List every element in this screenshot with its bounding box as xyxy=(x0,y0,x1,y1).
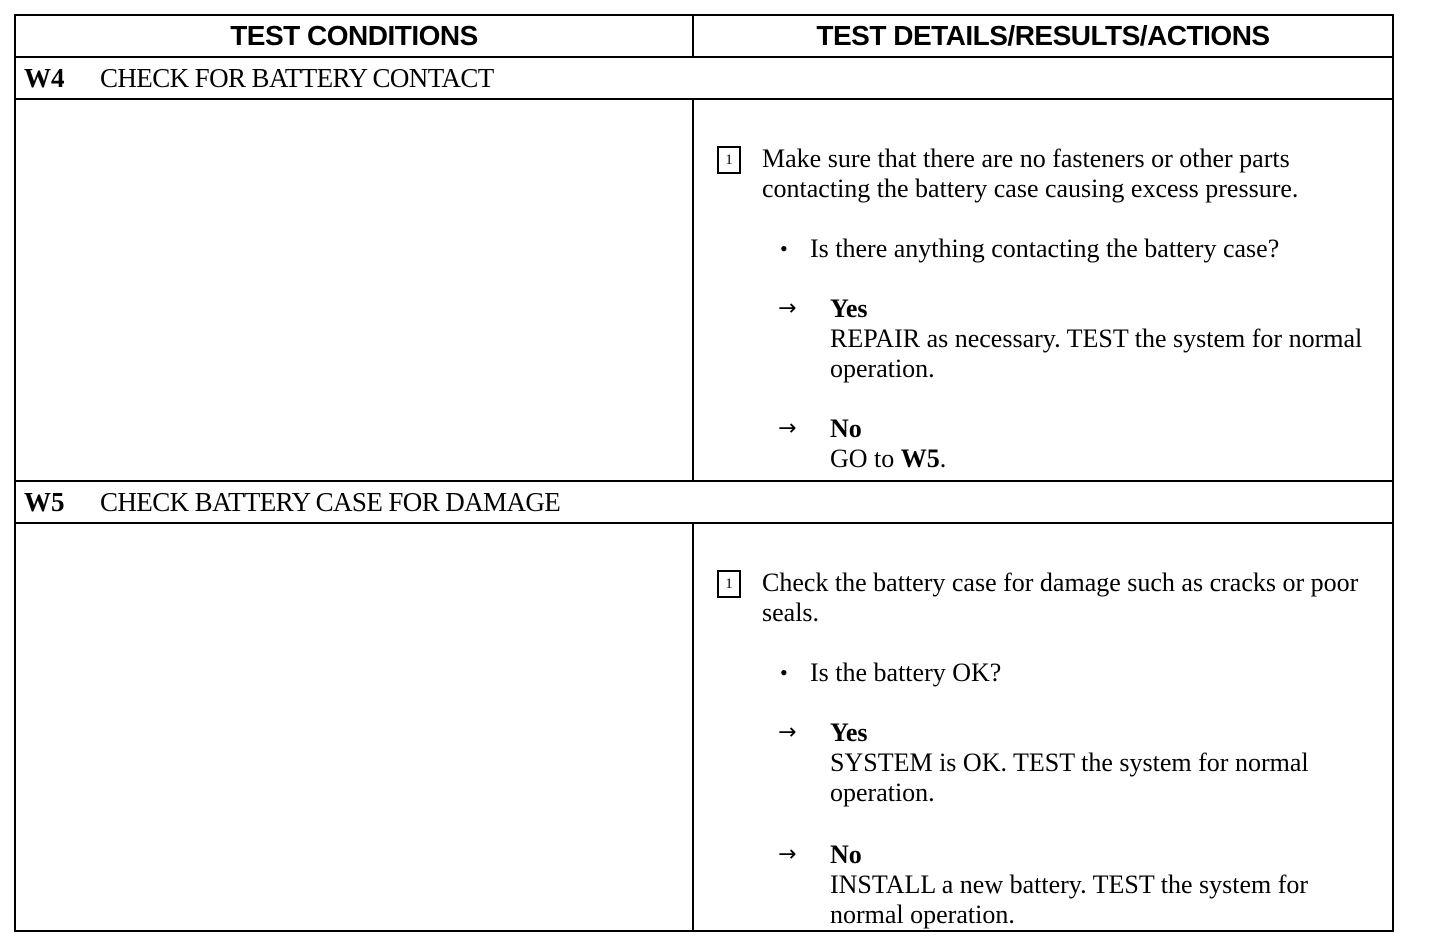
step-number-box: 1 xyxy=(717,570,741,598)
answer-action-no: INSTALL a new battery. TEST the system for normal operation. xyxy=(830,870,1309,929)
bullet-icon: • xyxy=(780,236,788,261)
column-header-test-details: TEST DETAILS/RESULTS/ACTIONS xyxy=(816,20,1270,51)
answer-action-suffix: . xyxy=(939,444,947,473)
arrow-right-icon: → xyxy=(778,720,797,745)
section-title: CHECK BATTERY CASE FOR DAMAGE xyxy=(100,487,561,517)
step-instruction: Make sure that there are no fasteners or other parts contacting the battery case causing excess pressure. xyxy=(762,144,1299,203)
answer-action-yes: REPAIR as necessary. TEST the system for normal operation. xyxy=(830,324,1363,383)
answer-action-yes: SYSTEM is OK. TEST the system for normal operation. xyxy=(830,748,1309,807)
step-question: Is the battery OK? xyxy=(810,658,1002,687)
column-header-test-conditions: TEST CONDITIONS xyxy=(230,20,478,51)
answer-label-yes: Yes xyxy=(830,294,868,323)
section-title: CHECK FOR BATTERY CONTACT xyxy=(100,63,494,93)
answer-action-prefix: GO to xyxy=(830,444,901,473)
column-divider xyxy=(692,522,694,932)
answer-action-target: W5 xyxy=(900,444,940,473)
header-divider xyxy=(692,16,694,56)
answer-yes xyxy=(830,718,1382,808)
section-code: W5 xyxy=(24,487,65,517)
bullet-icon: • xyxy=(780,660,788,685)
answer-no xyxy=(830,840,1382,930)
section-details-w5 xyxy=(706,524,1392,930)
section-heading-w4 xyxy=(16,58,1392,98)
step-question: Is there anything contacting the battery case? xyxy=(810,234,1280,263)
answer-action-no xyxy=(830,444,1382,474)
section-code: W4 xyxy=(24,63,65,93)
arrow-right-icon: → xyxy=(778,842,797,867)
answer-label-no: No xyxy=(830,840,862,869)
section-heading-w5 xyxy=(16,482,1392,522)
test-procedure-table xyxy=(14,14,1394,932)
step-instruction: Check the battery case for damage such as cracks or poor seals. xyxy=(762,568,1359,627)
arrow-right-icon: → xyxy=(778,416,797,441)
answer-label-no: No xyxy=(830,414,862,443)
answer-yes xyxy=(830,294,1382,384)
arrow-right-icon: → xyxy=(778,296,797,321)
section-details-w4 xyxy=(706,100,1392,480)
answer-label-yes: Yes xyxy=(830,718,868,747)
step-number-box: 1 xyxy=(717,146,741,174)
answer-no xyxy=(830,414,1382,474)
column-divider xyxy=(692,98,694,480)
